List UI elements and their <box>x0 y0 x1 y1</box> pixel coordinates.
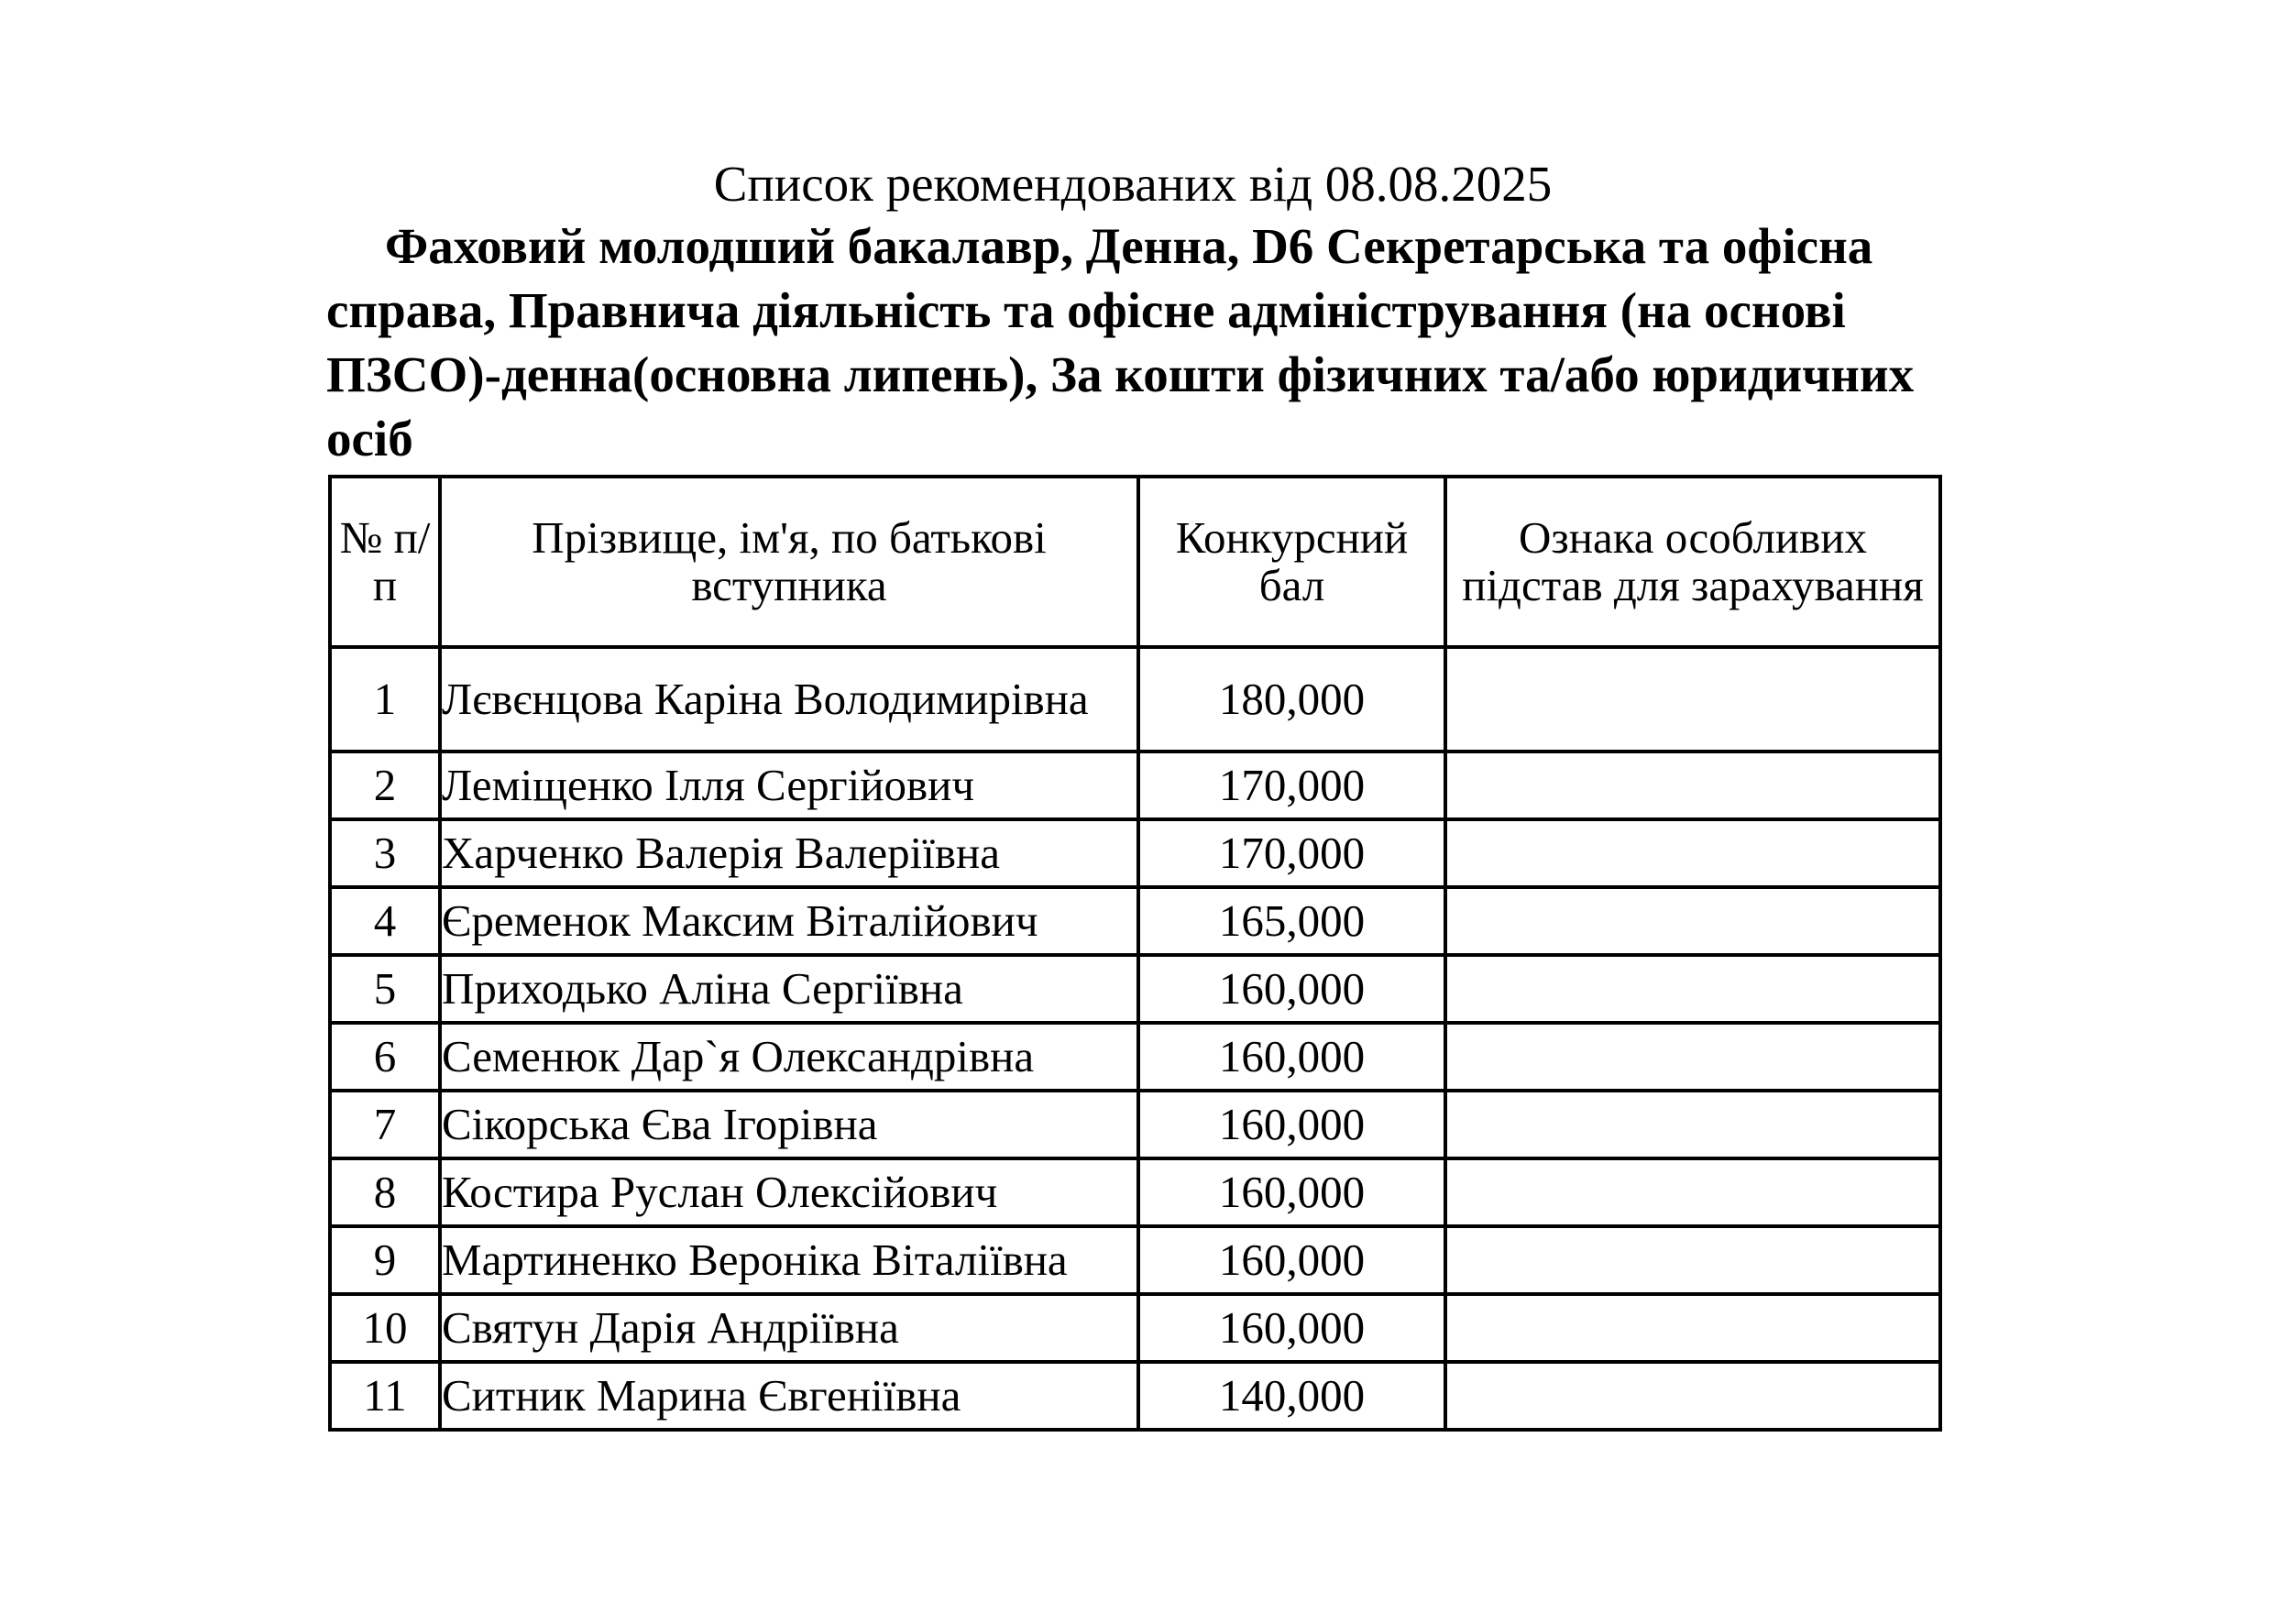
row-number: 11 <box>330 1362 440 1430</box>
row-score: 160,000 <box>1138 1023 1445 1091</box>
table-row <box>330 752 1940 819</box>
table-row <box>330 1362 1940 1430</box>
row-score: 160,000 <box>1138 1226 1445 1294</box>
row-score: 170,000 <box>1138 819 1445 887</box>
table-row <box>330 1294 1940 1362</box>
row-full-name: Семенюк Дар`я Олександрівна <box>440 1023 1138 1091</box>
row-number: 6 <box>330 1023 440 1091</box>
table-row <box>330 647 1940 752</box>
row-full-name: Костира Руслан Олексійович <box>440 1158 1138 1226</box>
row-number: 7 <box>330 1091 440 1158</box>
document-subtitle: Фаховий молодший бакалавр, Денна, D6 Секретарська та офісна справа, Правнича діяльність та офісне адміністрування (на основі ПЗСО)-денна(основна липень), За кошти фізичних та/або юридичних осіб <box>326 218 1915 466</box>
row-full-name: Святун Дарія Андріївна <box>440 1294 1138 1362</box>
row-number: 8 <box>330 1158 440 1226</box>
row-special-grounds <box>1445 819 1940 887</box>
table-row <box>330 819 1940 887</box>
row-score: 170,000 <box>1138 752 1445 819</box>
table-row <box>330 955 1940 1023</box>
row-full-name: Приходько Аліна Сергіївна <box>440 955 1138 1023</box>
row-full-name: Ситник Марина Євгеніївна <box>440 1362 1138 1430</box>
row-score: 160,000 <box>1138 1091 1445 1158</box>
table-row <box>330 1023 1940 1091</box>
row-number: 1 <box>330 647 440 752</box>
row-full-name: Харченко Валерія Валеріївна <box>440 819 1138 887</box>
header-score: Конкурсний бал <box>1138 477 1445 647</box>
row-full-name: Єременок Максим Віталійович <box>440 887 1138 955</box>
row-special-grounds <box>1445 1091 1940 1158</box>
table-row <box>330 887 1940 955</box>
row-score: 160,000 <box>1138 1158 1445 1226</box>
row-special-grounds <box>1445 1023 1940 1091</box>
row-number: 4 <box>330 887 440 955</box>
row-full-name: Лєвєнцова Каріна Володимирівна <box>440 647 1138 752</box>
document-title: Список рекомендованих від 08.08.2025 <box>713 156 1553 212</box>
table-row <box>330 1158 1940 1226</box>
row-score: 180,000 <box>1138 647 1445 752</box>
row-special-grounds <box>1445 887 1940 955</box>
row-special-grounds <box>1445 1158 1940 1226</box>
row-score: 160,000 <box>1138 955 1445 1023</box>
row-number: 9 <box>330 1226 440 1294</box>
row-number: 3 <box>330 819 440 887</box>
table-header-row <box>330 477 1940 647</box>
row-special-grounds <box>1445 955 1940 1023</box>
row-number: 2 <box>330 752 440 819</box>
row-score: 160,000 <box>1138 1294 1445 1362</box>
row-special-grounds <box>1445 1362 1940 1430</box>
row-full-name: Сікорська Єва Ігорівна <box>440 1091 1138 1158</box>
header-number: № п/п <box>330 477 440 647</box>
row-special-grounds <box>1445 1226 1940 1294</box>
table-row <box>330 1226 1940 1294</box>
row-score: 140,000 <box>1138 1362 1445 1430</box>
header-special-grounds: Ознака особливих підстав для зарахування <box>1445 477 1940 647</box>
row-number: 10 <box>330 1294 440 1362</box>
header-full-name: Прізвище, ім'я, по батькові вступника <box>440 477 1138 647</box>
row-number: 5 <box>330 955 440 1023</box>
row-full-name: Леміщенко Ілля Сергійович <box>440 752 1138 819</box>
row-special-grounds <box>1445 1294 1940 1362</box>
row-special-grounds <box>1445 752 1940 819</box>
recommended-list-table <box>328 475 1942 1432</box>
row-special-grounds <box>1445 647 1940 752</box>
table-row <box>330 1091 1940 1158</box>
row-score: 165,000 <box>1138 887 1445 955</box>
row-full-name: Мартиненко Вероніка Віталіївна <box>440 1226 1138 1294</box>
